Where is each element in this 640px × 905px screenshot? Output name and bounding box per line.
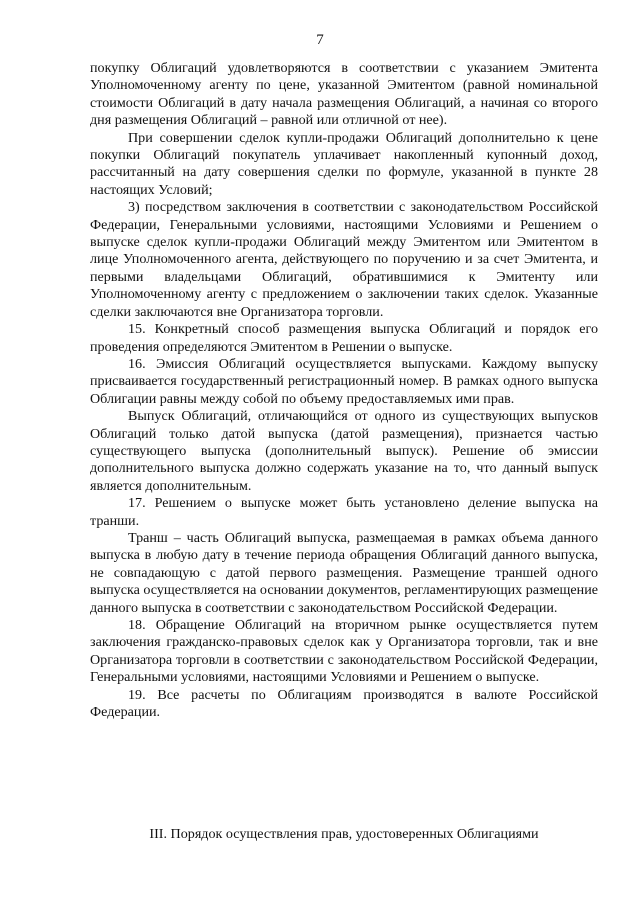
paragraph: 3) посредством заключения в соответствии с законодательством Российской Федерации, Генеральными условиями, настоящими Условиями и Решением о выпуске сделок купли-продажи Облигаций между Эмитентом или Эмитентом в лице Уполномоченного агента, действующего по поручению и за счет Эмитента, и первыми владельцами Облигаций, обратившимися к Эмитенту или Уполномоченному агенту с предложением о заключении таких сделок. Указанные сделки заключаются вне Организатора торговли. xyxy=(90,199,598,320)
paragraph: 15. Конкретный способ размещения выпуска Облигаций и порядок его проведения определяются Эмитентом в Решении о выпуске. xyxy=(90,321,598,355)
body-text xyxy=(90,60,598,721)
paragraph: покупку Облигаций удовлетворяются в соответствии с указанием Эмитента Уполномоченному агенту по цене, указанной Эмитентом (равной номинальной стоимости Облигаций в дату начала размещения Облигаций, а начиная со второго дня размещения Облигаций – равной или отличной от нее). xyxy=(90,60,598,129)
paragraph: 18. Обращение Облигаций на вторичном рынке осуществляется путем заключения гражданско-правовых сделок как у Организатора торговли, так и вне Организатора торговли в соответствии с законодательством Российской Федерации, Генеральными условиями, настоящими Условиями и Решением о выпуске. xyxy=(90,617,598,686)
paragraph: Транш – часть Облигаций выпуска, размещаемая в рамках объема данного выпуска в любую дату в течение периода обращения Облигаций данного выпуска, не совпадающую с датой первого размещения. Размещение траншей одного выпуска осуществляется на основании документов, регламентирующих размещение данного выпуска в соответствии с законодательством Российской Федерации. xyxy=(90,529,598,616)
paragraph: 19. Все расчеты по Облигациям производятся в валюте Российской Федерации. xyxy=(90,686,598,721)
section-heading: III. Порядок осуществления прав, удостоверенных Облигациями xyxy=(149,826,539,842)
paragraph: При совершении сделок купли-продажи Облигаций дополнительно к цене покупки Облигаций покупатель уплачивает накопленный купонный доход, рассчитанный на дату совершения сделки по формуле, указанной в пункте 28 настоящих Условий; xyxy=(90,129,598,198)
page-number: 7 xyxy=(316,32,324,48)
paragraph: 16. Эмиссия Облигаций осуществляется выпусками. Каждому выпуску присваивается государственный регистрационный номер. В рамках одного выпуска Облигации равны между собой по объему предоставляемых ими прав. xyxy=(90,355,598,407)
paragraph: 17. Решением о выпуске может быть установлено деление выпуска на транши. xyxy=(90,495,598,529)
paragraph: Выпуск Облигаций, отличающийся от одного из существующих выпусков Облигаций только датой выпуска (датой размещения), признается частью существующего выпуска (дополнительный выпуск). Решение об эмиссии дополнительного выпуска должно содержать указание на то, что данный выпуск является дополнительным. xyxy=(90,408,598,494)
